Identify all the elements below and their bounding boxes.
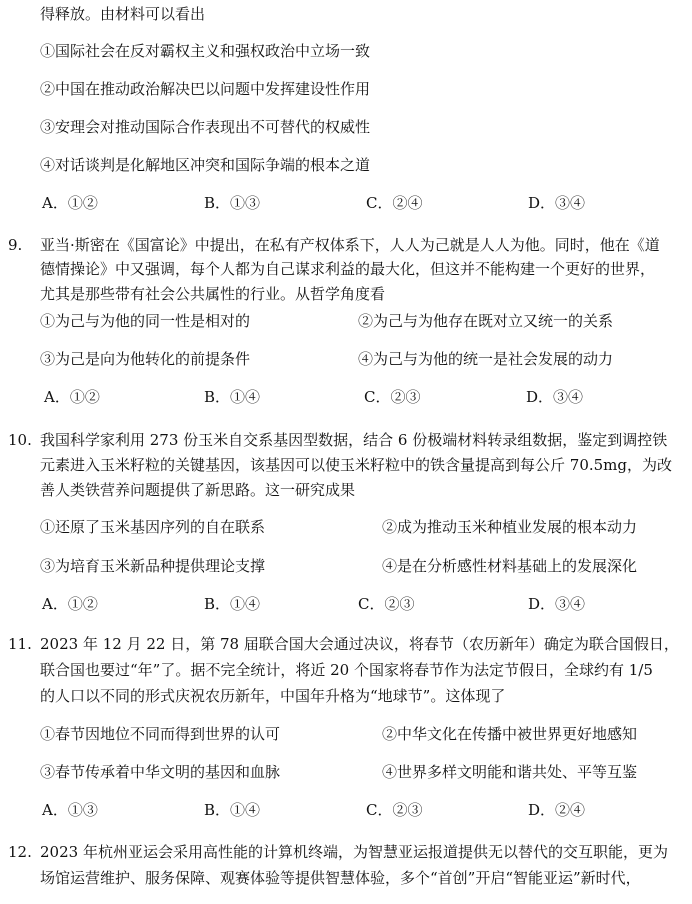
q9-options: [40, 387, 680, 407]
q10-statement-4: ④是在分析感性材料基础上的发展深化: [382, 557, 638, 575]
q8-option-b[interactable]: B．①③: [204, 194, 261, 212]
q12-stem-line-2: 场馆运营维护、服务保障、观赛体验等提供智慧体验，多个“首创”开启“智能亚运”新时代，: [40, 869, 641, 887]
q8-statement-2: ②中国在推动政治解决巴以问题中发挥建设性作用: [40, 80, 371, 98]
q11-stem-line-3: 的人口以不同的形式庆祝农历新年，中国年升格为“地球节”。这体现了: [40, 687, 506, 705]
q8-option-d[interactable]: D．③④: [528, 194, 586, 212]
q12-stem-line-1: 2023 年杭州亚运会采用高性能的计算机终端，为智慧亚运报道提供无以替代的交互职能，更为: [40, 843, 668, 861]
q11-option-c[interactable]: C．②③: [366, 801, 423, 819]
intro-tail-text: 得释放。由材料可以看出: [40, 5, 206, 23]
q9-statements-row-2: [40, 349, 680, 369]
q11-options: [40, 800, 680, 820]
q10-statements-row-2: [40, 556, 680, 576]
q10-statements-row-1: [40, 517, 680, 537]
q11-option-d[interactable]: D．②④: [528, 801, 586, 819]
q9-statement-2: ②为己与为他存在既对立又统一的关系: [358, 312, 614, 330]
q8-statement-4: ④对话谈判是化解地区冲突和国际争端的根本之道: [40, 156, 371, 174]
q9-option-b[interactable]: B．①④: [204, 388, 261, 406]
q10-option-d[interactable]: D．③④: [528, 595, 586, 613]
q11-stem-line-2: 联合国也要过“年”了。据不完全统计，将近 20 个国家将春节作为法定节假日，全球约有 1/5: [40, 661, 653, 679]
q11-statements-row-1: [40, 724, 680, 744]
q8-statement-3: ③安理会对推动国际合作表现出不可替代的权威性: [40, 118, 371, 136]
q11-option-a[interactable]: A．①③: [42, 801, 98, 819]
q11-number: 11.: [8, 635, 32, 653]
q10-statement-2: ②成为推动玉米种植业发展的根本动力: [382, 518, 638, 536]
q10-option-b[interactable]: B．①④: [204, 595, 261, 613]
q10-option-c[interactable]: C．②③: [358, 595, 415, 613]
q9-statements-row-1: [40, 311, 680, 331]
q9-option-a[interactable]: A．①②: [44, 388, 100, 406]
q10-stem-line-1: 我国科学家利用 273 份玉米自交系基因型数据，结合 6 份极端材料转录组数据，鉴定到调控铁: [40, 431, 668, 449]
q10-statement-3: ③为培育玉米新品种提供理论支撑: [40, 557, 266, 575]
q10-stem-line-2: 元素进入玉米籽粒的关键基因，该基因可以使玉米籽粒中的铁含量提高到每公斤 70.5mg，为改: [40, 456, 672, 474]
q10-option-a[interactable]: A．①②: [42, 595, 98, 613]
q11-statement-2: ②中华文化在传播中被世界更好地感知: [382, 725, 638, 743]
q11-statement-3: ③春节传承着中华文明的基因和血脉: [40, 763, 281, 781]
q8-option-c[interactable]: C．②④: [366, 194, 423, 212]
q11-statement-1: ①春节因地位不同而得到世界的认可: [40, 725, 281, 743]
q9-option-d[interactable]: D．③④: [526, 388, 584, 406]
q9-statement-3: ③为己是向为他转化的前提条件: [40, 350, 251, 368]
q12-number: 12.: [8, 843, 32, 861]
q11-stem-line-1: 2023 年 12 月 22 日，第 78 届联合国大会通过决议，将春节（农历新年）确定为联合国假日，: [40, 635, 679, 653]
q10-stem-line-3: 善人类铁营养问题提供了新思路。这一研究成果: [40, 481, 356, 499]
q9-option-c[interactable]: C．②③: [364, 388, 421, 406]
q10-statement-1: ①还原了玉米基因序列的自在联系: [40, 518, 266, 536]
q10-number: 10.: [8, 431, 32, 449]
q9-statement-1: ①为己与为他的同一性是相对的: [40, 312, 251, 330]
q11-statements-row-2: [40, 762, 680, 782]
q9-statement-4: ④为己与为他的统一是社会发展的动力: [358, 350, 614, 368]
q8-option-a[interactable]: A．①②: [42, 194, 98, 212]
q9-stem-line-2: 德情操论》中又强调，每个人都为自己谋求利益的最大化，但这并不能构建一个更好的世界，: [40, 260, 656, 278]
q10-options: [40, 594, 680, 614]
q11-statement-4: ④世界多样文明能和谐共处、平等互鉴: [382, 763, 638, 781]
q11-option-b[interactable]: B．①④: [204, 801, 261, 819]
q9-stem-line-3: 尤其是那些带有社会公共属性的行业。从哲学角度看: [40, 285, 386, 303]
q8-statement-1: ①国际社会在反对霸权主义和强权政治中立场一致: [40, 42, 371, 60]
q8-options: [40, 193, 680, 213]
q9-number: 9.: [8, 236, 23, 254]
q9-stem-line-1: 亚当·斯密在《国富论》中提出，在私有产权体系下，人人为己就是人人为他。同时，他在《道: [40, 236, 660, 254]
